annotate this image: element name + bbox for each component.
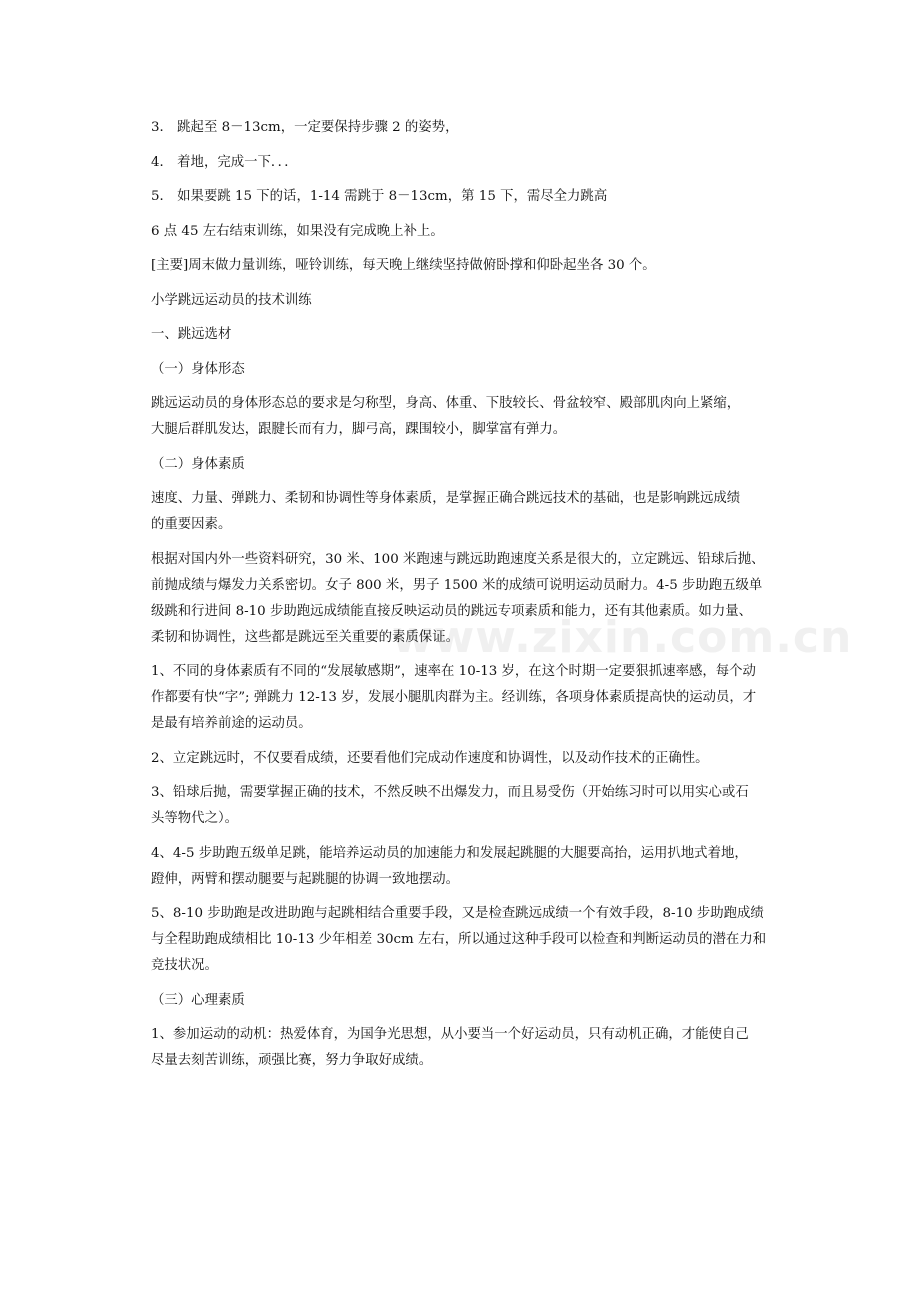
text-line: 的重要因素。 — [151, 517, 232, 532]
paragraph — [151, 486, 773, 538]
paragraph — [151, 780, 773, 832]
text-line: （三）心理素质 — [151, 992, 245, 1008]
paragraph — [151, 357, 773, 383]
text-line: 与全程助跑成绩相比 10-13 少年相差 30cm 左右，所以通过这种手段可以检查和判断运动员的潜在力和 — [151, 932, 767, 947]
paragraph — [151, 547, 773, 651]
text-line: 3． 跳起至 8－13cm，一定要保持步骤 2 的姿势， — [151, 120, 459, 135]
paragraph — [151, 746, 773, 772]
paragraph — [151, 841, 773, 893]
paragraph — [151, 1022, 773, 1074]
text-line: 1、参加运动的动机：热爱体育，为国争光思想，从小要当一个好运动员，只有动机正确，才能使自己 — [151, 1027, 749, 1042]
text-line: 小学跳远运动员的技术训练 — [151, 292, 312, 308]
paragraph — [151, 659, 773, 737]
text-line: 蹬伸，两臂和摆动腿要与起跳腿的协调一致地摆动。 — [151, 871, 459, 887]
paragraph — [151, 391, 773, 443]
text-line: （二）身体素质 — [151, 456, 245, 472]
text-line: 大腿后群肌发达，跟腱长而有力，脚弓高，踝围较小，脚掌富有弹力。 — [151, 422, 567, 437]
text-line: 速度、力量、弹跳力、柔韧和协调性等身体素质，是掌握正确合跳远技术的基础，也是影响跳远成绩 — [151, 491, 741, 506]
text-line: 柔韧和协调性，这些都是跳远至关重要的素质保证。 — [151, 629, 459, 645]
text-line: 前抛成绩与爆发力关系密切。女子 800 米，男子 1500 米的成绩可说明运动员耐力。4-5 步助跑五级单 — [151, 577, 763, 593]
paragraph — [151, 288, 773, 314]
text-line: 作都要有快“字”; 弹跳力 12-13 岁，发展小腿肌肉群为主。经训练，各项身体素质提高快的运动员，才 — [151, 690, 757, 705]
text-line: （一）身体形态 — [151, 361, 245, 377]
paragraph — [151, 115, 773, 141]
text-line: 竞技状况。 — [151, 958, 218, 973]
text-line: 根据对国内外一些资料研究，30 米、100 米跑速与跳远助跑速度关系是很大的，立定跳远、铅球后抛、 — [151, 551, 765, 567]
text-line: 是最有培养前途的运动员。 — [151, 716, 312, 731]
paragraph — [151, 988, 773, 1014]
paragraph — [151, 322, 773, 348]
text-line: 5、8-10 步助跑是改进助跑与起跳相结合重要手段，又是检查跳远成绩一个有效手段，8-10 步助跑成绩 — [151, 906, 764, 921]
text-line: 3、铅球后抛，需要掌握正确的技术，不然反映不出爆发力，而且易受伤（开始练习时可以用实心或石 — [151, 785, 749, 800]
text-line: 级跳和行进间 8-10 步助跑远成绩能直接反映运动员的跳远专项素质和能力，还有其他素质。如力量、 — [151, 603, 752, 619]
paragraph — [151, 219, 773, 245]
text-line: 一、跳远选材 — [151, 327, 232, 342]
text-line: 4、4-5 步助跑五级单足跳，能培养运动员的加速能力和发展起跳腿的大腿要高抬，运用扒地式着地， — [151, 845, 748, 861]
text-line: 2、立定跳远时，不仅要看成绩，还要看他们完成动作速度和协调性，以及动作技术的正确性。 — [151, 750, 709, 766]
paragraph — [151, 901, 773, 979]
text-line: 5． 如果要跳 15 下的话，1-14 需跳于 8－13cm，第 15 下，需尽全力跳高 — [151, 189, 608, 204]
paragraph — [151, 184, 773, 210]
text-line: 跳远运动员的身体形态总的要求是匀称型，身高、体重、下肢较长、骨盆较窄、殿部肌肉向上紧缩， — [151, 396, 741, 411]
paragraph — [151, 452, 773, 478]
text-line: 4． 着地，完成一下．．． — [151, 154, 298, 170]
text-line: 6 点 45 左右结束训练，如果没有完成晚上补上。 — [151, 223, 444, 239]
text-line: [主要]周末做力量训练，哑铃训练，每天晚上继续坚持做俯卧撑和仰卧起坐各 30 个。 — [151, 258, 656, 273]
watermark: www.zixin.com.cn — [392, 612, 853, 663]
paragraph — [151, 253, 773, 279]
paragraph — [151, 150, 773, 176]
text-line: 1、不同的身体素质有不同的“发展敏感期”，速率在 10-13 岁，在这个时期一定要狠抓速率感，每个动 — [151, 664, 756, 679]
text-line: 头等物代之）。 — [151, 811, 239, 826]
text-line: 尽量去刻苦训练，顽强比赛，努力争取好成绩。 — [151, 1053, 433, 1068]
document-body — [151, 115, 773, 1083]
